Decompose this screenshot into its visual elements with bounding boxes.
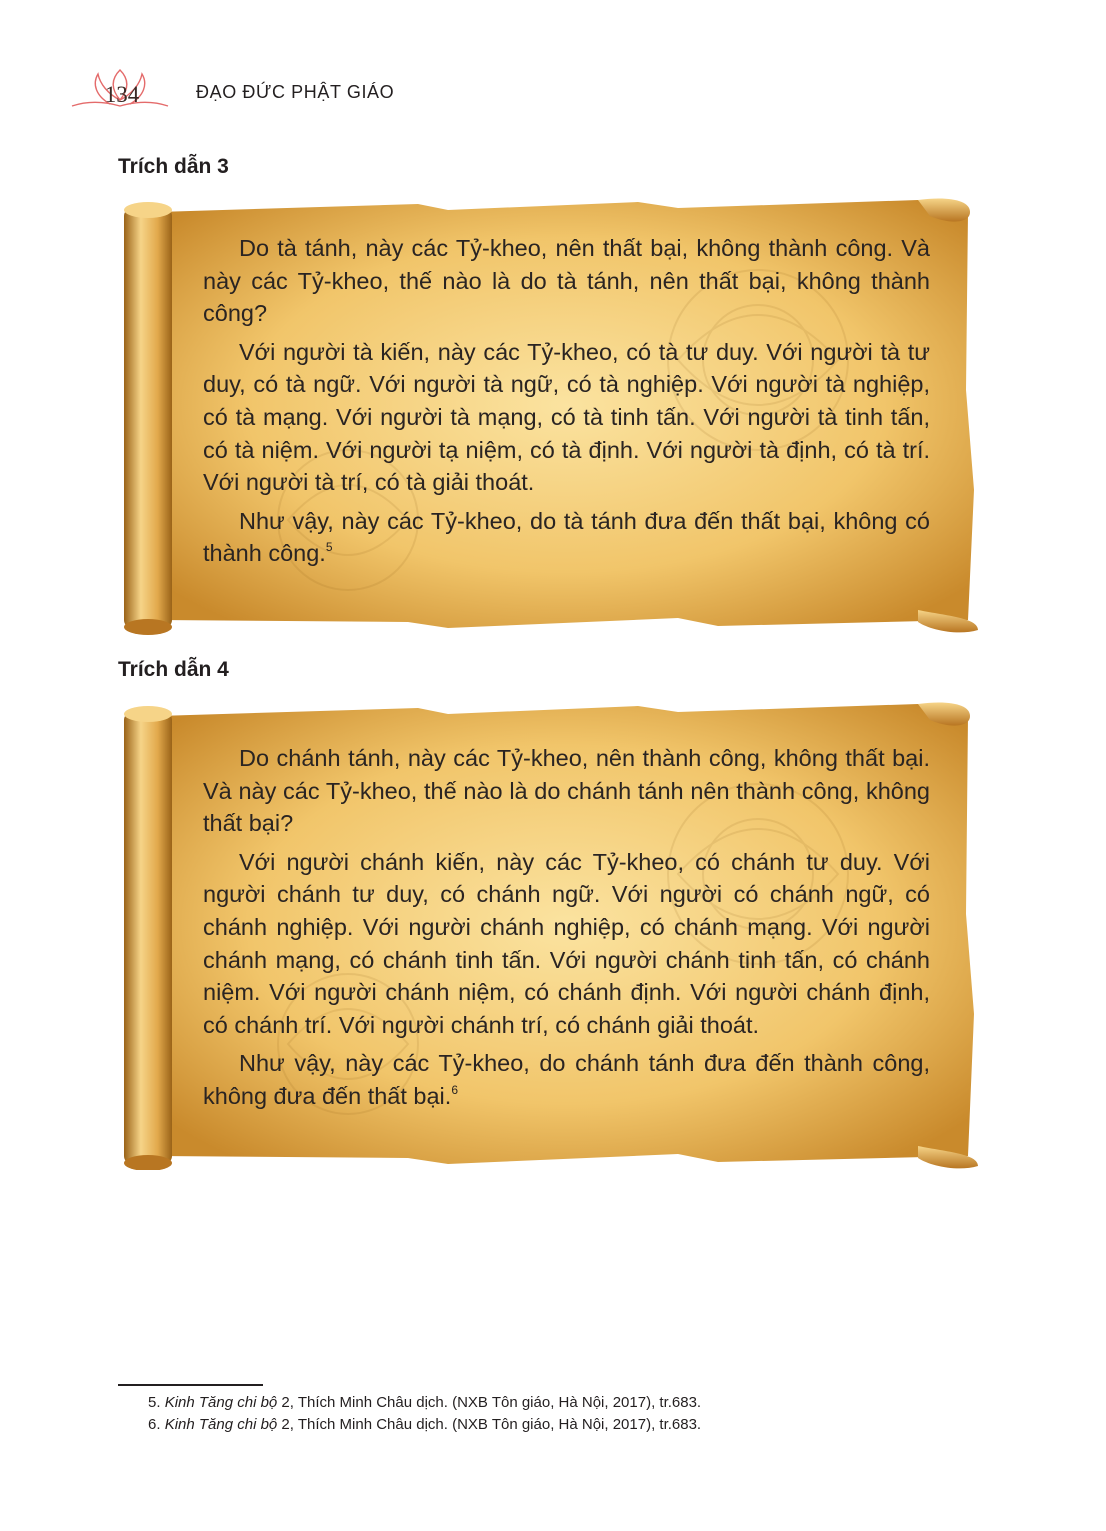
- quote-paragraph-text: Như vậy, này các Tỷ-kheo, do chánh tánh đưa đến thành công, không đưa đến thất bại.: [203, 1050, 930, 1109]
- quote-paragraph: Với người chánh kiến, này các Tỷ-kheo, có chánh tư duy. Với người chánh tư duy, có chánh ngữ. Với người có chánh ngữ, có chánh nghiệp. Với người chánh nghiệp, có chánh mạng. Với người chánh mạng, có chánh tinh tấn. Với người chánh tinh tấn, có chánh niệm. Với người chánh niệm, có chánh định. Với người chánh định, có chánh trí. Với người chánh trí, có chánh giải thoát.: [203, 848, 930, 1038]
- page-header: [70, 66, 490, 116]
- quote-paragraph: Với người tà kiến, này các Tỷ-kheo, có tà tư duy. Với người tà tư duy, có tà ngữ. Với người tà ngữ, có tà nghiệp. Với người tà nghiệp, có tà mạng. Với người tà mạng, có tà tinh tấn. Với người tà tinh tấn, có tà niệm. Với người tạ niệm, có tà định. Với người tà định, có tà trí. Với người tà trí, có tà giải thoát.: [203, 338, 930, 496]
- footnote-text: 2, Thích Minh Châu dịch. (NXB Tôn giáo, Hà Nội, 2017), tr.683.: [277, 1416, 702, 1433]
- section-heading: Trích dẫn 4: [118, 658, 229, 681]
- footnote-number: 5.: [148, 1394, 161, 1411]
- quote-paragraph: [203, 1047, 930, 1112]
- footnote-text: 2, Thích Minh Châu dịch. (NXB Tôn giáo, Hà Nội, 2017), tr.683.: [277, 1394, 702, 1411]
- parchment-scroll: [118, 190, 988, 635]
- footnote: [148, 1394, 701, 1411]
- quote-paragraph: [203, 505, 930, 570]
- page-number: 134: [104, 82, 140, 107]
- parchment-scroll: [118, 694, 988, 1170]
- quote-paragraph-text: Như vậy, này các Tỷ-kheo, do tà tánh đưa đến thất bại, không có thành công.: [203, 507, 930, 567]
- footnote-reference[interactable]: 6: [451, 1082, 458, 1097]
- quote-text: [203, 232, 930, 576]
- footnote-title: Kinh Tăng chi bộ: [164, 1394, 278, 1411]
- running-title: ĐẠO ĐỨC PHẬT GIÁO: [196, 82, 395, 102]
- footnote-reference[interactable]: 5: [325, 540, 333, 555]
- quote-paragraph: Do tà tánh, này các Tỷ-kheo, nên thất bại, không thành công. Và này các Tỷ-kheo, thế nào là do tà tánh, nên thất bại, không thành công?: [203, 235, 930, 327]
- section-heading: Trích dẫn 3: [118, 155, 229, 178]
- quote-text: [203, 742, 930, 1119]
- footnote-number: 6.: [148, 1416, 161, 1433]
- footnote-divider: [118, 1384, 263, 1386]
- quote-paragraph: Do chánh tánh, này các Tỷ-kheo, nên thành công, không thất bại. Và này các Tỷ-kheo, thế nào là do chánh tánh nên thành công, không thất bại?: [203, 745, 930, 837]
- footnote: [148, 1416, 701, 1433]
- footnote-title: Kinh Tăng chi bộ: [164, 1416, 278, 1433]
